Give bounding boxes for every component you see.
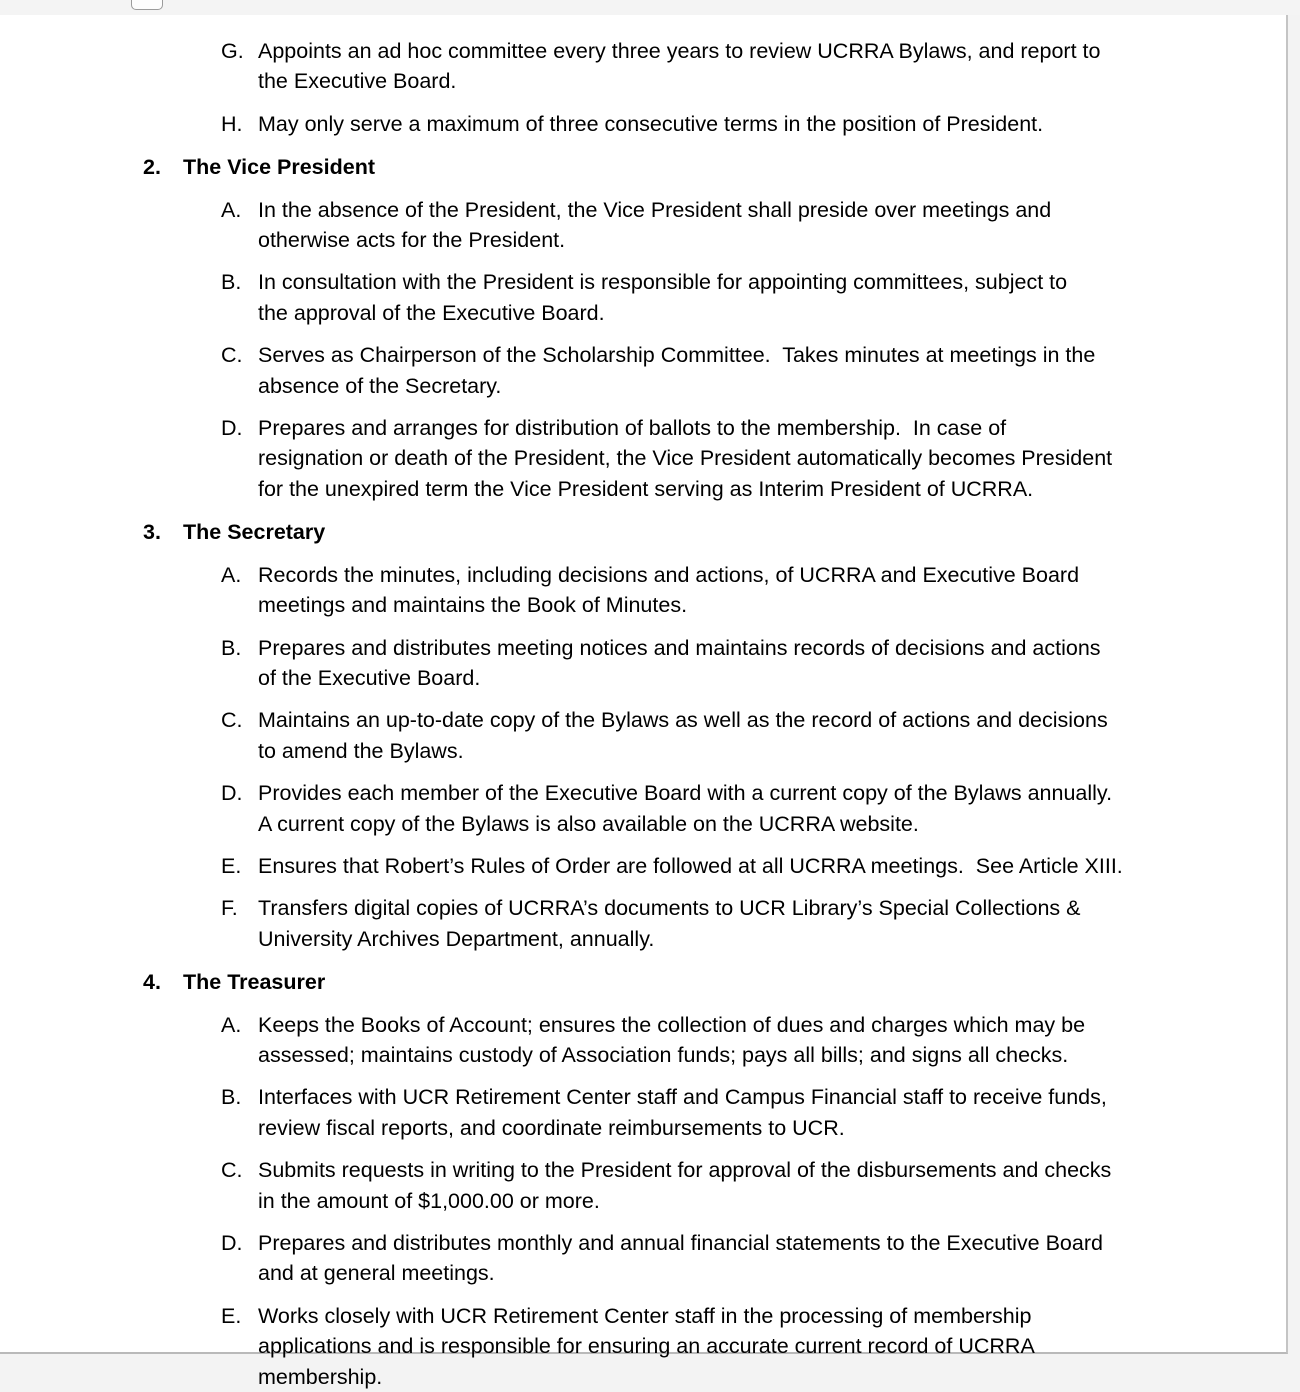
text-line: assessed; maintains custody of Association funds; pays all bills; and signs all checks.	[258, 1042, 1069, 1067]
section-heading-label: The Vice President	[183, 155, 375, 180]
list-item-body	[258, 778, 1246, 839]
list-item-body	[258, 1301, 1246, 1392]
list-item-body	[258, 340, 1246, 401]
text-line: to amend the Bylaws.	[258, 738, 464, 763]
list-item	[0, 560, 1288, 621]
section-heading-label: The Secretary	[183, 520, 326, 545]
text-line: Works closely with UCR Retirement Center staff in the processing of membership	[258, 1303, 1032, 1328]
text-line: A current copy of the Bylaws is also available on the UCRRA website.	[258, 811, 919, 836]
list-item-body	[258, 36, 1246, 97]
list-item	[0, 1301, 1288, 1392]
list-item-body	[258, 109, 1246, 139]
list-item-body	[258, 1228, 1246, 1289]
list-item	[0, 195, 1288, 256]
list-item	[0, 1228, 1288, 1289]
list-item	[0, 1010, 1288, 1071]
document-text-content	[0, 15, 1288, 1392]
text-line: applications and is responsible for ensuring an accurate current record of UCRRA	[258, 1334, 1035, 1359]
document-page	[0, 15, 1288, 1389]
list-marker: H.	[221, 111, 243, 136]
text-line: May only serve a maximum of three consecutive terms in the position of President.	[258, 111, 1044, 136]
list-marker: D.	[221, 416, 243, 441]
list-marker: A.	[221, 1012, 242, 1037]
list-item	[0, 340, 1288, 401]
text-line: Appoints an ad hoc committee every three years to review UCRRA Bylaws, and report to	[258, 39, 1101, 63]
text-line: Prepares and distributes monthly and annual financial statements to the Executive Board	[258, 1231, 1103, 1255]
list-item-body	[258, 1010, 1246, 1071]
list-marker: B.	[221, 270, 242, 295]
list-item-body	[258, 267, 1246, 328]
list-item-body	[258, 633, 1246, 694]
section-heading	[0, 517, 1288, 547]
text-line: membership.	[258, 1364, 383, 1389]
list-item	[0, 633, 1288, 694]
list-marker: C.	[221, 343, 243, 368]
section-heading	[0, 967, 1288, 997]
list-marker: 2.	[143, 155, 161, 180]
text-line: Serves as Chairperson of the Scholarship Committee. Takes minutes at meetings in the	[258, 343, 1096, 368]
text-line: Prepares and distributes meeting notices and maintains records of decisions and actions	[258, 635, 1101, 660]
list-marker: G.	[221, 39, 244, 63]
text-line: Interfaces with UCR Retirement Center staff and Campus Financial staff to receive funds,	[258, 1085, 1107, 1110]
text-line: the Executive Board.	[258, 69, 457, 94]
list-item	[0, 1082, 1288, 1143]
text-line: Maintains an up-to-date copy of the Bylaws as well as the record of actions and decisions	[258, 708, 1108, 733]
section-heading-label: The Treasurer	[183, 970, 326, 995]
list-marker: E.	[221, 853, 242, 878]
list-marker: 3.	[143, 520, 161, 545]
text-line: the approval of the Executive Board.	[258, 300, 605, 325]
list-item-body	[258, 1082, 1246, 1143]
list-item-body	[258, 413, 1246, 504]
list-item-body	[258, 1155, 1246, 1216]
text-line: Provides each member of the Executive Board with a current copy of the Bylaws annually.	[258, 781, 1113, 806]
list-item	[0, 36, 1288, 97]
text-line: Ensures that Robert’s Rules of Order are followed at all UCRRA meetings. See Article XIII.	[258, 853, 1123, 878]
text-line: absence of the Secretary.	[258, 373, 502, 398]
text-line: In the absence of the President, the Vice President shall preside over meetings and	[258, 197, 1052, 222]
list-marker: C.	[221, 1158, 243, 1183]
list-item-body	[258, 195, 1246, 256]
text-line: In consultation with the President is responsible for appointing committees, subject to	[258, 270, 1068, 295]
list-item	[0, 778, 1288, 839]
text-line: and at general meetings.	[258, 1261, 495, 1286]
viewer-toolbar-strip	[0, 0, 1300, 15]
text-line: meetings and maintains the Book of Minutes.	[258, 593, 688, 618]
list-marker: D.	[221, 781, 243, 806]
list-marker: A.	[221, 562, 242, 587]
list-marker: A.	[221, 197, 242, 222]
list-item-body	[258, 851, 1246, 881]
list-marker: D.	[221, 1231, 243, 1255]
list-item	[0, 1155, 1288, 1216]
list-item	[0, 109, 1288, 139]
list-marker: F.	[221, 896, 238, 921]
text-line: Records the minutes, including decisions and actions, of UCRRA and Executive Board	[258, 562, 1080, 587]
section-heading	[0, 152, 1288, 182]
list-item-body	[258, 893, 1246, 954]
text-line: of the Executive Board.	[258, 665, 481, 690]
text-line: University Archives Department, annually.	[258, 926, 655, 951]
list-item	[0, 851, 1288, 881]
text-line: Prepares and arranges for distribution of ballots to the membership. In case of	[258, 416, 1007, 441]
list-item-body	[258, 705, 1246, 766]
text-line: Transfers digital copies of UCRRA’s documents to UCR Library’s Special Collections &	[258, 896, 1081, 921]
text-line: resignation or death of the President, the Vice President automatically becomes President	[258, 446, 1113, 471]
text-line: in the amount of $1,000.00 or more.	[258, 1188, 600, 1213]
list-item	[0, 267, 1288, 328]
text-line: for the unexpired term the Vice President serving as Interim President of UCRRA.	[258, 476, 1034, 501]
text-line: review fiscal reports, and coordinate reimbursements to UCR.	[258, 1115, 845, 1140]
text-line: otherwise acts for the President.	[258, 228, 566, 253]
text-line: Submits requests in writing to the President for approval of the disbursements and checks	[258, 1158, 1112, 1183]
list-item	[0, 893, 1288, 954]
list-marker: B.	[221, 1085, 242, 1110]
toolbar-button[interactable]	[131, 0, 163, 10]
list-marker: B.	[221, 635, 242, 660]
list-marker: E.	[221, 1303, 242, 1328]
list-marker: C.	[221, 708, 243, 733]
list-item	[0, 413, 1288, 504]
list-item-body	[258, 560, 1246, 621]
list-marker: 4.	[143, 970, 161, 995]
list-item	[0, 705, 1288, 766]
text-line: Keeps the Books of Account; ensures the collection of dues and charges which may be	[258, 1012, 1086, 1037]
